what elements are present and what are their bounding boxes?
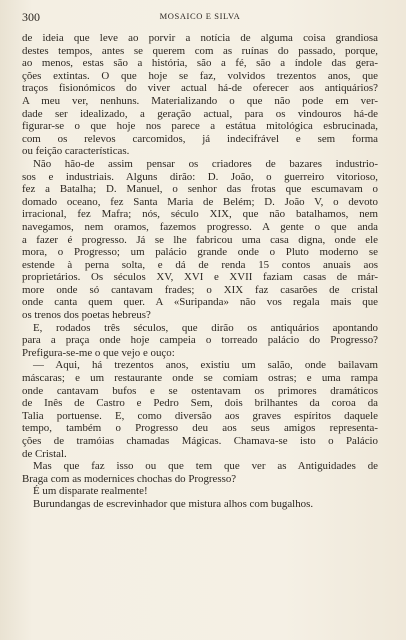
text-line: proprietários. Os séculos XV, XVI e XVII faziam casas de már- xyxy=(22,271,378,284)
text-line: more onde só cantavam frades; o XIX faz casarões de cristal xyxy=(22,283,378,296)
text-line: ções de tramóias chamadas Mágicas. Chamava-se isto o Palácio xyxy=(22,435,378,447)
text-line: a fazer é progresso. Já se lhe fabricou uma casa digna, onde ele xyxy=(22,233,378,246)
text-line: Mas que faz isso ou que tem que ver as Antiguidades de xyxy=(33,460,378,473)
text-line: domado oceano, fez Santa Maria de Belém; D. João V, o devoto xyxy=(22,195,378,208)
text-line: navegamos, nem oramos, fazemos progresso. A gente o que anda xyxy=(22,220,378,233)
text-line: mora, o Progresso; um palácio grande onde o Pluto moderno se xyxy=(22,246,378,259)
text-line: — Aqui, há trezentos anos, existiu um salão, onde bailavam xyxy=(33,359,378,372)
text-line: com os relevos carcomidos, já indecifrável e sem forma xyxy=(22,132,378,145)
text-line: ou feição características. xyxy=(22,145,130,158)
paragraph xyxy=(22,322,378,360)
text-line: É um disparate realmente! xyxy=(33,485,148,498)
text-line: Não hão-de assim pensar os criadores de bazares industrio- xyxy=(33,157,378,170)
body-text xyxy=(22,32,378,511)
text-line: para a praça onde hoje campeia o torreado palácio do Progresso? xyxy=(22,334,378,347)
paragraph xyxy=(22,498,378,511)
paragraph xyxy=(22,158,378,322)
text-line: de Inês de Castro e Pedro Sem, dois brilhantes da coroa da xyxy=(22,397,378,410)
text-line: tempo, também o Progresso deu aos seus amigos representa- xyxy=(22,422,378,435)
text-line: A meu ver, nenhuns. Materializando o que não pode em ver- xyxy=(22,94,378,107)
text-line: sos e industriais. Alguns dirão: D. João, o guerreiro vitorioso, xyxy=(22,170,378,183)
text-line: de ideia que leve ao porvir a notícia de alguma coisa grandiosa xyxy=(22,32,378,44)
text-line: onde canta quem quer. A «Suripanda» não vos regala mais que xyxy=(22,296,378,309)
text-line: E, rodados três séculos, que dirão os antiquários apontando xyxy=(33,321,378,334)
text-line: estende à perna solta, e dá de renda 15 contos anuais aos xyxy=(22,258,378,271)
text-line: figurar-se o que hoje nos parece a estátua mitológica esbrucinada, xyxy=(22,120,378,133)
text-line: traços fisionómicos do viver actual há-de oferecer aos antiquários? xyxy=(22,82,378,95)
running-head: MOSAICO E SILVA xyxy=(159,11,241,21)
text-line: Braga com as modernices chochas do Progresso? xyxy=(22,472,237,485)
text-line: ao menos, estas são a história, são a fé, são a índole das gera- xyxy=(22,57,378,70)
text-line: irracional, fez Mafra; nós, século XIX, que não batalhamos, nem xyxy=(22,208,378,221)
paragraph xyxy=(22,485,378,498)
text-line: onde cantavam bufos e se ostentavam os primores dramáticos xyxy=(22,384,378,397)
page-header xyxy=(22,10,378,26)
text-line: máscaras; e um restaurante onde se comiam ostras; e uma rampa xyxy=(22,372,378,385)
text-line: Burundangas de escrevinhador que mistura alhos com bugalhos. xyxy=(33,497,314,510)
text-line: Prefigura-se-me o que vejo e ouço: xyxy=(22,346,175,359)
paragraph xyxy=(22,460,378,485)
text-line: destes tempos, antes se querem com as ruínas do passado, porque, xyxy=(22,44,378,57)
text-line: os trenos dos poetas hebreus? xyxy=(22,309,151,322)
text-line: dade ser idealizado, a geração actual, para os vindouros há-de xyxy=(22,107,378,120)
paragraph xyxy=(22,359,378,460)
text-line: de Cristal. xyxy=(22,447,67,460)
text-line: fez a Batalha; D. Manuel, o senhor das frotas que escumavam o xyxy=(22,183,378,196)
text-line: Talia portuense. E, como diversão aos graves espíritos daquele xyxy=(22,409,378,422)
page-number: 300 xyxy=(22,10,40,24)
text-line: ções extintas. O que hoje se faz, volvidos trezentos anos, que xyxy=(22,69,378,82)
paragraph xyxy=(22,32,378,158)
